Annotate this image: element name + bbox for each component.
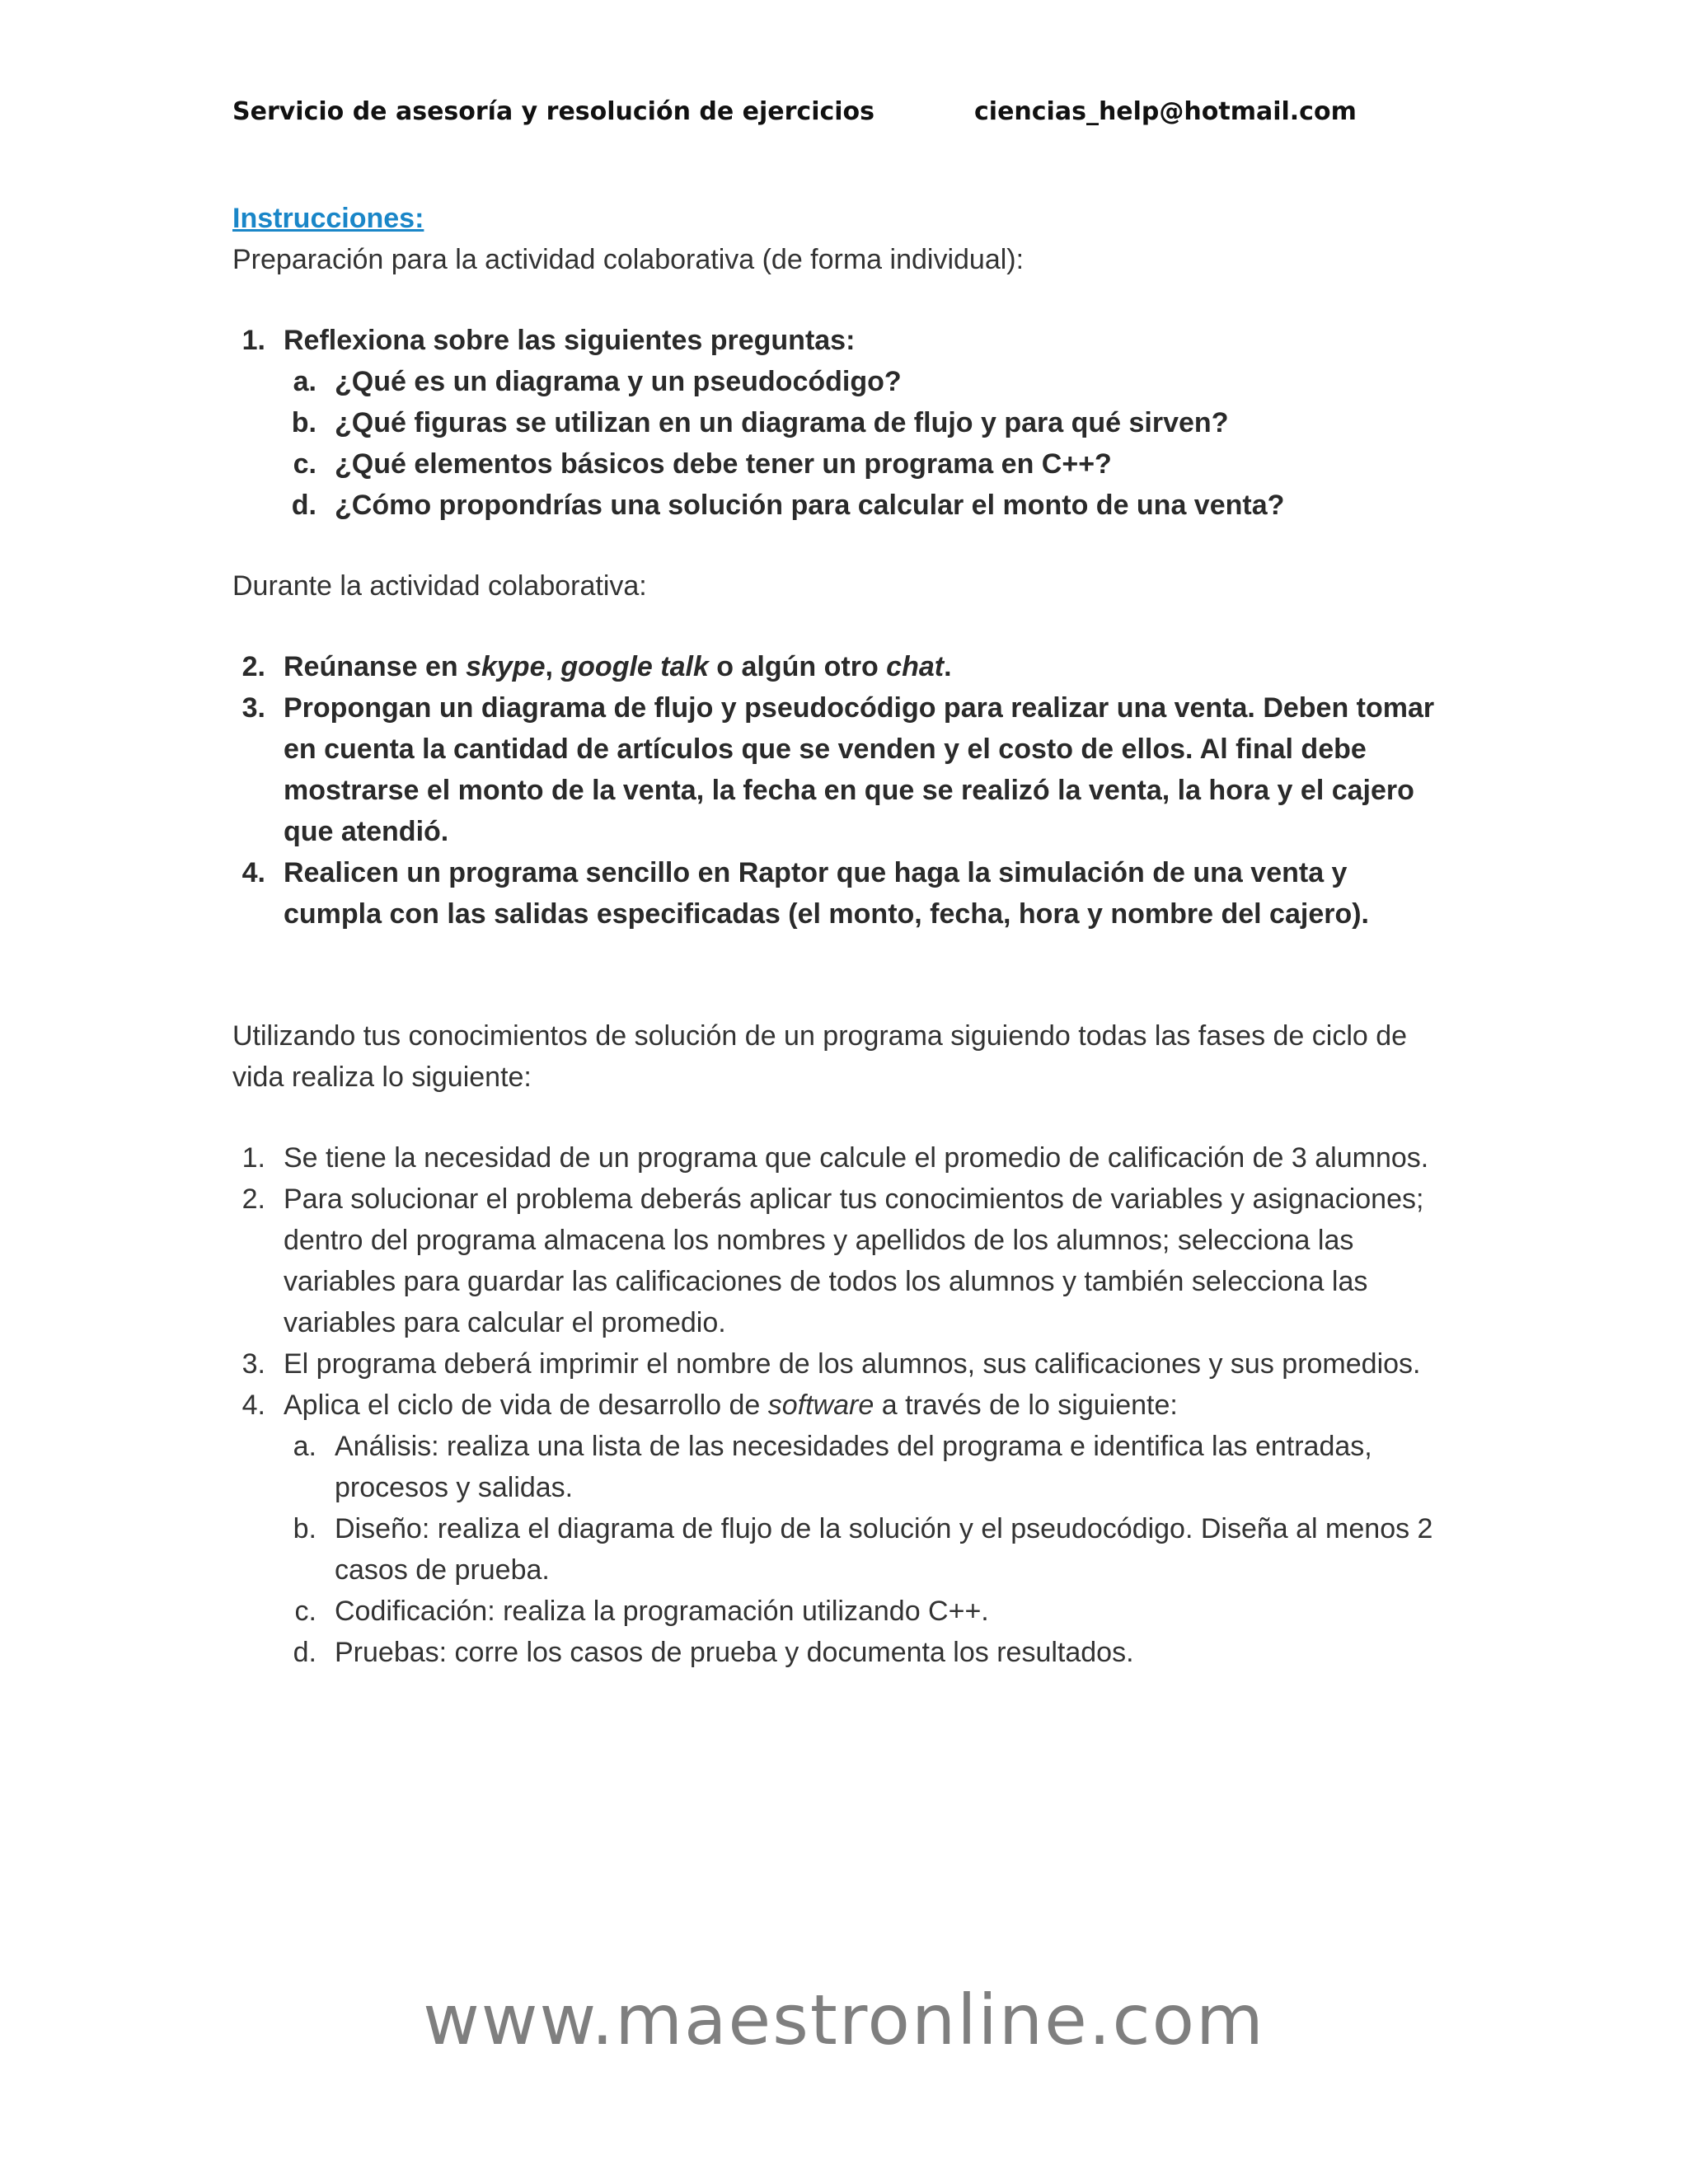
- list-number: 1.: [241, 1142, 265, 1174]
- list-item-text: Para solucionar el problema deberás aplicar tus conocimientos de variables y asignaciones; dentro del programa almacena los nombres y apellidos de los alumnos; selecciona las variables para guardar las calificaciones de todos los alumnos y también selecciona las variables para calcular el promedio.: [284, 1183, 1424, 1338]
- sub-list-item-text: ¿Qué figuras se utilizan en un diagrama de flujo y para qué sirven?: [335, 407, 1229, 438]
- sub-list-item: [232, 443, 1452, 485]
- list-item-text: Realicen un programa sencillo en Raptor que haga la simulación de una venta y cumpla con las salidas especificadas (el monto, fecha, hora y nombre del cajero).: [284, 857, 1370, 930]
- prep-intro: Preparación para la actividad colaborativa (de forma individual):: [232, 244, 1025, 275]
- spacer: [232, 607, 1452, 646]
- sub-list-item-text: ¿Qué es un diagrama y un pseudocódigo?: [335, 366, 902, 397]
- footer-website-watermark: www.maestronline.com: [423, 1980, 1265, 2060]
- list-item-text: Aplica el ciclo de vida de desarrollo de software a través de lo siguiente:: [284, 1390, 1178, 1421]
- spacer: [232, 935, 1452, 1015]
- instructions-title: Instrucciones:: [232, 203, 424, 234]
- software-term: software: [767, 1390, 874, 1421]
- sub-list-item-text: ¿Qué elementos básicos debe tener un programa en C++?: [335, 448, 1112, 480]
- list-item: [232, 687, 1452, 852]
- sub-list-letter: d.: [291, 490, 316, 521]
- list-item-text: Reflexiona sobre las siguientes preguntas:: [284, 325, 856, 356]
- list-item-text: El programa deberá imprimir el nombre de los alumnos, sus calificaciones y sus promedios.: [284, 1348, 1421, 1380]
- list-item: [232, 1137, 1452, 1179]
- list-item: [232, 320, 1452, 361]
- prep-list: [232, 320, 1452, 526]
- sub-list-item: [232, 402, 1452, 443]
- list-item-text: Se tiene la necesidad de un programa que calcule el promedio de calificación de 3 alumnos.: [284, 1142, 1429, 1174]
- list-item: [232, 852, 1452, 935]
- chat-term: chat: [886, 651, 945, 682]
- sub-list-letter: a.: [293, 366, 316, 397]
- list-number: 3.: [241, 692, 265, 724]
- spacer: [232, 1098, 1452, 1137]
- spacer: [232, 526, 1452, 565]
- sub-list-item: [232, 1632, 1452, 1673]
- sub-list-item: [232, 361, 1452, 402]
- sub-list-item-text: Pruebas: corre los casos de prueba y documenta los resultados.: [335, 1637, 1134, 1668]
- list-item-text: Propongan un diagrama de flujo y pseudocódigo para realizar una venta. Deben tomar en cuenta la cantidad de artículos que se venden y el costo de ellos. Al final debe mostrarse el monto de la venta, la fecha en que se realizó la venta, la hora y el cajero que atendió.: [284, 692, 1435, 847]
- sub-list-item-text: Análisis: realiza una lista de las necesidades del programa e identifica las entradas, procesos y salidas.: [335, 1431, 1372, 1503]
- lifecycle-list: [232, 1137, 1452, 1673]
- sub-list-item-text: ¿Cómo propondrías una solución para calcular el monto de una venta?: [335, 490, 1285, 521]
- sub-list-item-text: Diseño: realiza el diagrama de flujo de la solución y el pseudocódigo. Diseña al menos 2 casos de prueba.: [335, 1513, 1433, 1586]
- sub-list-letter: a.: [293, 1431, 316, 1462]
- list-number: 3.: [241, 1348, 265, 1380]
- list-number: 4.: [241, 857, 265, 888]
- sub-list-letter: d.: [293, 1637, 316, 1668]
- list-item: [232, 646, 1452, 687]
- list-number: 1.: [241, 325, 265, 356]
- list-item: [232, 1343, 1452, 1385]
- header-email[interactable]: ciencias_help@hotmail.com: [974, 97, 1357, 126]
- document-body: [232, 198, 1452, 1673]
- list-item: [232, 1179, 1452, 1343]
- sub-list-letter: b.: [293, 1513, 316, 1544]
- lifecycle-intro: Utilizando tus conocimientos de solución de un programa siguiendo todas las fases de ciclo de vida realiza lo siguiente:: [232, 1020, 1408, 1093]
- sub-list-letter: c.: [294, 1596, 316, 1627]
- sub-list-item: [232, 1508, 1452, 1591]
- google-talk-term: google talk: [560, 651, 709, 682]
- list-number: 4.: [241, 1390, 265, 1421]
- sub-list-item: [232, 1426, 1452, 1508]
- sub-list-letter: c.: [293, 448, 316, 480]
- sub-list-item: [232, 485, 1452, 526]
- spacer: [232, 280, 1452, 320]
- list-item: [232, 1385, 1452, 1426]
- list-number: 2.: [241, 1183, 265, 1215]
- sub-list-letter: b.: [291, 407, 316, 438]
- list-item-text: Reúnanse en skype, google talk o algún otro chat.: [284, 651, 952, 682]
- sub-list-item: [232, 1591, 1452, 1632]
- during-list: [232, 646, 1452, 935]
- during-intro: Durante la actividad colaborativa:: [232, 570, 647, 602]
- skype-term: skype: [466, 651, 546, 682]
- list-number: 2.: [241, 651, 265, 682]
- sub-list-item-text: Codificación: realiza la programación utilizando C++.: [335, 1596, 989, 1627]
- header-service-title: Servicio de asesoría y resolución de ejercicios: [232, 97, 875, 126]
